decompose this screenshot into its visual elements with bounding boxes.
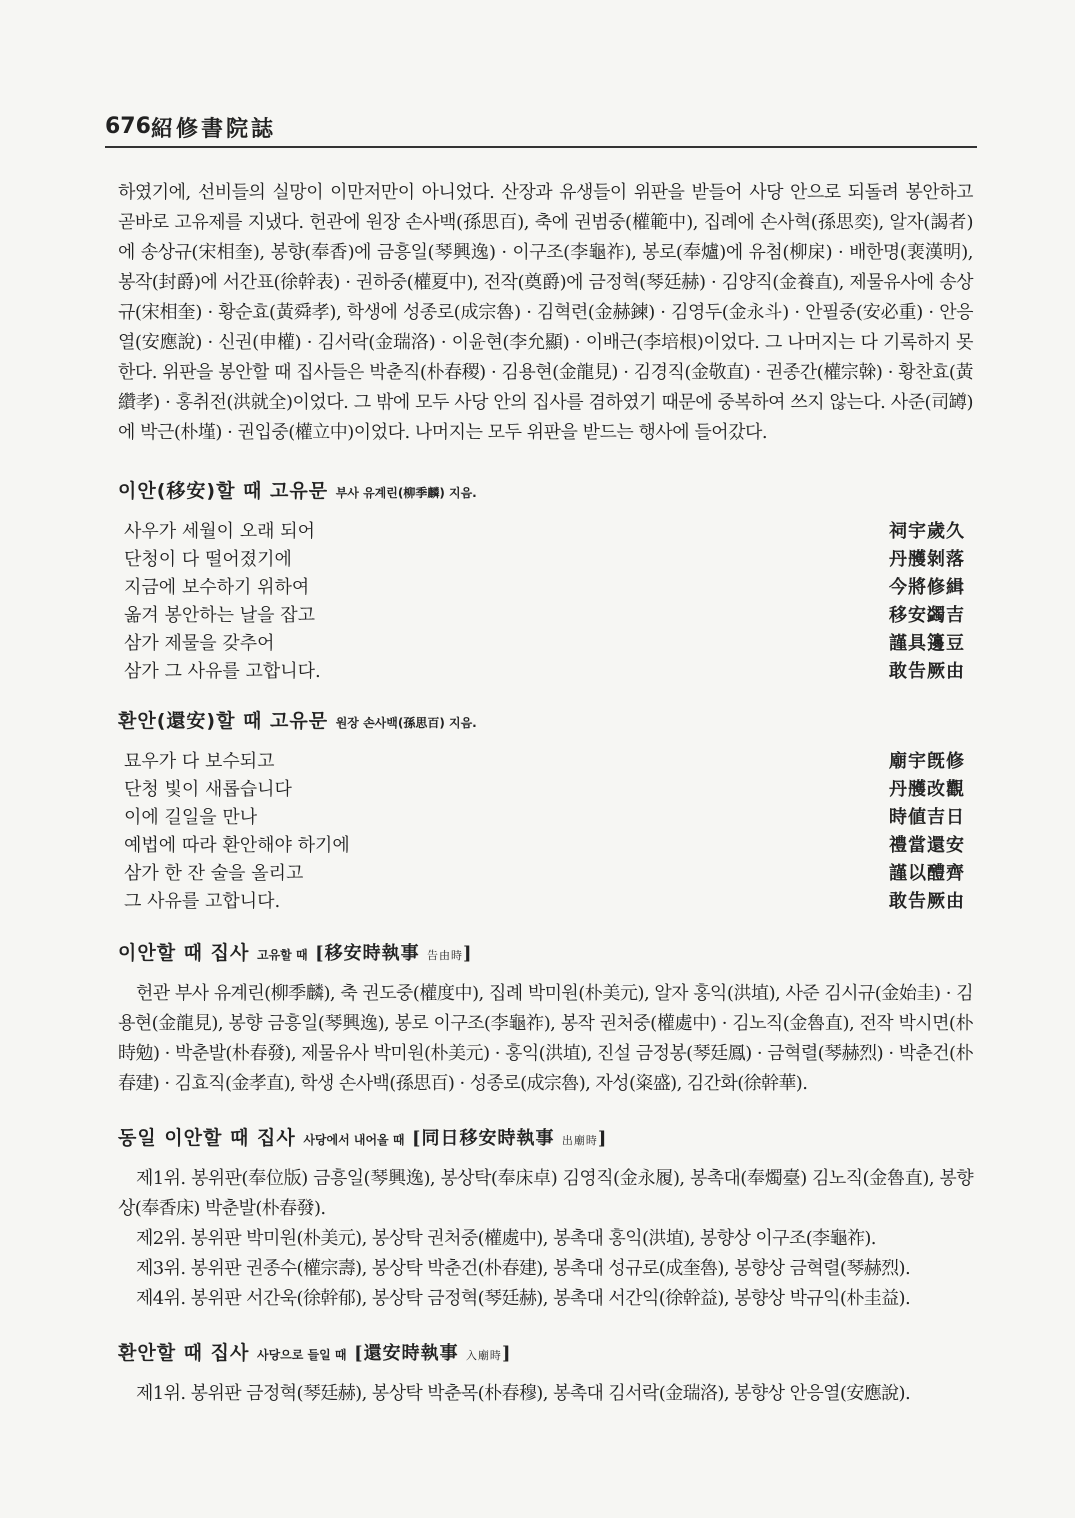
book-title: 紹修書院誌 <box>151 116 277 142</box>
page-header <box>105 112 977 148</box>
poem-chinese: 移安蠲吉 <box>889 605 965 626</box>
poem-korean: 단청 빛이 새롭습니다 <box>124 779 292 800</box>
poem-chinese: 謹具籩豆 <box>889 633 965 654</box>
poem-korean: 묘우가 다 보수되고 <box>124 751 275 772</box>
poem-chinese: 祠宇歲久 <box>889 521 965 542</box>
section-heading: 이안할 때 집사 <box>118 942 250 964</box>
entry-line: 제3위. 봉위판 권종수(權宗壽), 봉상탁 박춘건(朴春建), 봉촉대 성규로(成奎魯), 봉향상 금혁렬(琴赫烈). <box>136 1258 911 1279</box>
poem-line <box>118 602 973 630</box>
poem-chinese: 禮當還安 <box>889 835 965 856</box>
page-number: 676 <box>105 114 151 139</box>
poem-korean: 삼가 그 사유를 고합니다. <box>124 661 321 682</box>
entry-line: 제4위. 봉위판 서간욱(徐幹郁), 봉상탁 금정혁(琴廷赫), 봉촉대 서간익(徐幹益), 봉향상 박규익(朴圭益). <box>136 1288 911 1309</box>
poem-移安 <box>118 518 973 686</box>
entry-line: 제1위. 봉위판 금정혁(琴廷赫), 봉상탁 박춘목(朴春穆), 봉촉대 김서락(金瑞洛), 봉향상 안응열(安應說). <box>136 1383 911 1404</box>
section-heading: 동일 이안할 때 집사 <box>118 1127 296 1149</box>
poem-line <box>118 574 973 602</box>
poem-line <box>118 804 973 832</box>
bracket-close: ] <box>462 943 473 964</box>
intro-paragraph: 하였기에, 선비들의 실망이 이만저만이 아니었다. 산장과 유생들이 위판을 받들어 사당 안으로 되돌려 봉안하고 곧바로 고유제를 지냈다. 헌관에 원장 손사백(孫思百), 축에 권범중(權範中), 집례에 손사혁(孫思奕), 알자(謁者)에 송상규(宋相奎), 봉향(奉香)에 금흥일(琴興逸) · 이구조(李龜祚), 봉로(奉爐)에 유첨(柳㦿) · 배한명(裵漢明), 봉작(封爵)에 서간표(徐幹表) · 권하중(權夏中), 전작(奠爵)에 금정혁(琴廷赫) · 김양직(金養直), 제물유사에 송상규(宋相奎) · 황순효(黃舜孝), 학생에 성종로(成宗魯) · 김혁련(金赫鍊) · 김영두(金永斗) · 안필중(安必重) · 안응열(安應說) · 신권(申權) · 김서락(金瑞洛) · 이윤현(李允顯) · 이배근(李培根)이었다. 그 나머지는 다 기록하지 못한다. 위판을 봉안할 때 집사들은 박춘직(朴春稷) · 김용현(金龍見) · 김경직(金敬直) · 권종간(權宗榦) · 황찬효(黃纘孝) · 홍취전(洪就全)이었다. 그 밖에 모두 사당 안의 집사를 겸하였기 때문에 중복하여 쓰지 않는다. 사준(司罇)에 박근(朴墐) · 권입중(權立中)이었다. 나머지는 모두 위판을 받드는 행사에 들어갔다. <box>118 182 973 443</box>
section-heading: 환안(還安)할 때 고유문 <box>118 710 329 732</box>
section-bracket <box>315 943 472 964</box>
section-subtitle: 고유할 때 <box>256 948 308 962</box>
section-title-同日移安執事 <box>118 1123 973 1156</box>
section-title-還安 <box>118 706 973 738</box>
section-text: 헌관 부사 유계린(柳季麟), 축 권도중(權度中), 집례 박미원(朴美元), 알자 홍익(洪埴), 사준 김시규(金始圭) · 김용현(金龍見), 봉향 금흥일(琴興逸), 봉로 이구조(李龜祚), 봉작 권처중(權處中) · 김노직(金魯直), 전작 박시면(朴時勉) · 박춘발(朴春發), 제물유사 박미원(朴美元) · 홍익(洪埴), 진설 금정봉(琴廷鳳) · 금혁렬(琴赫烈) · 박춘건(朴春建) · 김효직(金孝直), 학생 손사백(孫思百) · 성종로(成宗魯), 자성(粢盛), 김간화(徐幹華). <box>118 983 973 1094</box>
poem-line <box>118 832 973 860</box>
section-title-移安執事 <box>118 938 973 971</box>
poem-korean: 이에 길일을 만나 <box>124 807 258 828</box>
poem-korean: 옮겨 봉안하는 날을 잡고 <box>124 605 316 626</box>
section-subtitle: 사당에서 내어올 때 <box>303 1133 405 1147</box>
section-bracket <box>412 1128 607 1149</box>
bracket-small: 告由時 <box>426 949 463 962</box>
poem-chinese: 敢告厥由 <box>889 891 965 912</box>
poem-korean: 삼가 제물을 갖추어 <box>124 633 275 654</box>
entry-line: 제1위. 봉위판(奉位版) 금흥일(琴興逸), 봉상탁(奉床卓) 김영직(金永履), 봉촉대(奉燭臺) 김노직(金魯直), 봉향상(奉香床) 박춘발(朴春發). <box>118 1168 973 1219</box>
poem-chinese: 丹雘改觀 <box>889 779 965 800</box>
poem-line <box>118 748 973 776</box>
poem-korean: 단청이 다 떨어졌기에 <box>124 549 292 570</box>
poem-還安 <box>118 748 973 916</box>
bracket-close: ] <box>597 1128 608 1149</box>
section-subtitle: 부사 유계린(柳季麟) 지음. <box>335 486 477 500</box>
poem-korean: 사우가 세월이 오래 되어 <box>124 521 316 542</box>
poem-chinese: 敢告厥由 <box>889 661 965 682</box>
poem-line <box>118 888 973 916</box>
poem-korean: 지금에 보수하기 위하여 <box>124 577 310 598</box>
entry-line: 제2위. 봉위판 박미원(朴美元), 봉상탁 권처중(權處中), 봉촉대 홍익(洪埴), 봉향상 이구조(李龜祚). <box>136 1228 876 1249</box>
poem-korean: 예법에 따라 환안해야 하기에 <box>124 835 350 856</box>
bracket-close: ] <box>501 1343 512 1364</box>
poem-chinese: 今將修緝 <box>889 577 965 598</box>
poem-chinese: 謹以醴齊 <box>889 863 965 884</box>
section-subtitle: 원장 손사백(孫思百) 지음. <box>335 716 477 730</box>
poem-chinese: 丹雘剝落 <box>889 549 965 570</box>
page-content <box>118 178 973 1409</box>
poem-korean: 삼가 한 잔 술을 올리고 <box>124 863 304 884</box>
section-heading: 환안할 때 집사 <box>118 1342 250 1364</box>
bracket-small: 出廟時 <box>561 1134 598 1147</box>
poem-chinese: 時値吉日 <box>889 807 965 828</box>
poem-line <box>118 658 973 686</box>
poem-line <box>118 776 973 804</box>
poem-korean: 그 사유를 고합니다. <box>124 891 281 912</box>
bracket-text: [移安時執事 <box>315 943 420 964</box>
poem-line <box>118 546 973 574</box>
bracket-small: 入廟時 <box>465 1349 502 1362</box>
section-title-移安 <box>118 476 973 508</box>
poem-line <box>118 860 973 888</box>
section-bracket <box>354 1343 511 1364</box>
section-title-還安執事 <box>118 1338 973 1371</box>
poem-line <box>118 630 973 658</box>
section-heading: 이안(移安)할 때 고유문 <box>118 480 329 502</box>
poem-line <box>118 518 973 546</box>
poem-chinese: 廟宇旣修 <box>889 751 965 772</box>
bracket-text: [還安時執事 <box>354 1343 459 1364</box>
bracket-text: [同日移安時執事 <box>412 1128 555 1149</box>
section-subtitle: 사당으로 들일 때 <box>256 1348 347 1362</box>
